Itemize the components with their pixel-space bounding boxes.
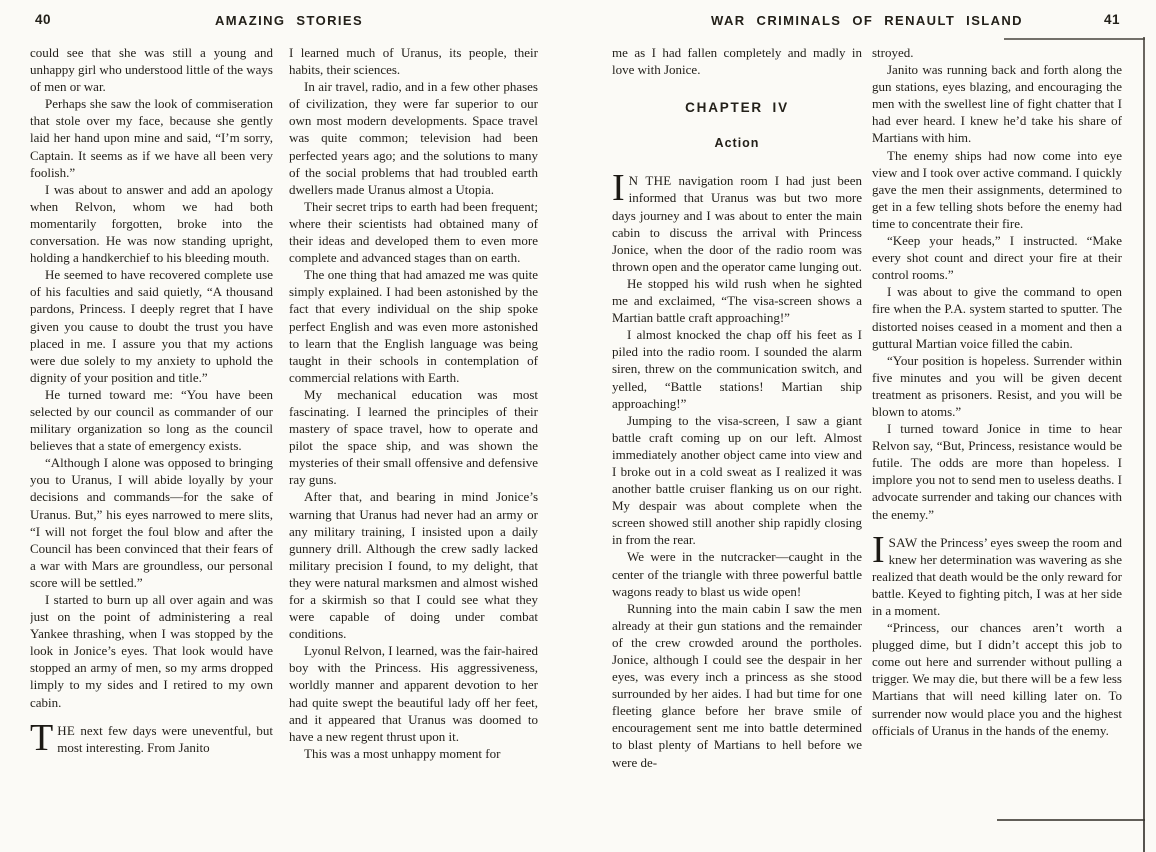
paragraph: We were in the nutcracker—caught in the center of the triangle with three powerful battle wagons ready to blast us wide open! [612,549,862,599]
paragraph: me as I had fallen completely and madly in love with Jonice. [612,45,862,78]
paragraph: “Keep your heads,” I instructed. “Make every shot count and direct your fire at their control rooms.” [872,233,1122,283]
dropcap-caps: HE [57,722,76,738]
paragraph: stroyed. [872,45,914,60]
dropcap-caps: SAW [888,534,918,550]
paragraph: I started to burn up all over again and was just on the point of administering a real Yankee thrashing, when I was stopped by the look in Jonice’s eyes. That look would have stopped an army of men, so my arms dropped limply to my sides and I retired to my own cabin. [30,592,273,710]
paragraph: After that, and bearing in mind Jonice’s warning that Uranus had never had an army or any military training, I insisted upon a daily gunnery drill. Although the crew sadly lacked military precision I found, to my delight, that they were natural marksmen and almost wished for a skirmish so that I could see what they were capable of doing under combat conditions. [289,489,538,642]
scan-page-edge-bottom-line [997,819,1145,821]
paragraph: The one thing that had amazed me was quite simply explained. I had been astonished by the fact that every individual on the ship spoke perfect English and was even more astonished to learn that the English language was being taught in their schools in contemplation of commercial relations with Earth. [289,267,538,385]
scan-page-edge-vertical-line [1143,37,1145,852]
dropcap-letter: I [872,528,885,571]
paragraph: THE next few days were uneventful, but most interesting. From Janito [30,716,273,759]
paragraph: Janito was running back and forth along the gun stations, eyes blazing, and encouraging the men with the swellest line of fight chatter that I had ever heard. I knew he’d take his share of Martians with him. [872,62,1122,146]
chapter-heading: CHAPTER IV [685,100,789,116]
paragraph: I learned much of Uranus, its people, their habits, their sciences. [289,45,538,78]
paragraph: This was a most unhappy moment for [304,745,501,761]
paragraph: My mechanical education was most fascinating. I learned the principles of their mastery of space travel, how to operate and pilot the space ship, and was shown the mysteries of their small offensive and defensive ray guns. [289,386,538,488]
text-column-1 [30,44,273,852]
paragraph: I almost knocked the chap off his feet as I piled into the radio room. I sounded the alarm siren, threw on the communication switch, and yelled, “Battle stations! Martian ship approaching!” [612,327,862,411]
paragraph: “Princess, our chances aren’t worth a plugged dime, but I didn’t accept this job to come out here and surrender without pulling a trigger. We may die, but there will be a few less Martians that will need killing later on. To surrender now would place you and the highest officials of Uranus in the hands of the enemy. [872,620,1122,738]
dropcap-letter: T [30,716,54,759]
right-page [578,0,1156,852]
paragraph: He stopped his wild rush when he sighted me and exclaimed, “The visa-screen shows a Martian battle craft approaching!” [612,275,862,326]
paragraph: Lyonul Relvon, I learned, was the fair-haired boy with the Princess. His aggressiveness, worldly manner and apparent devotion to her had quite swept the beautiful lady off her feet, and it appeared that Uranus was doomed to have a new regent thrust upon it. [289,643,538,744]
paragraph: In air travel, radio, and in a few other phases of civilization, they were far superior to our own most modern developments. Space travel was quite common; television had been perfected years ago; and the solutions to many of the social problems that had troubled earth dwellers made Uranus almost a Utopia. [289,79,538,197]
page-number-right: 41 [1103,12,1120,27]
paragraph: I was about to answer and add an apology when Relvon, whom we had both momentarily forgotten, broke into the conversation. He was now standing upright, holding a handkerchief to his bleeding mouth. [30,181,273,266]
paragraph: Running into the main cabin I saw the men already at their gun stations and the remainder of the crew crowded around the portholes. Jonice, although I could see the despair in her eyes, was every inch a princess as she stood surrounded by her aides. I had but time for one fleeting glance before her brave smile of encouragement sent me into battle determined to blast plenty of Martians to hell before we were de- [612,600,862,770]
running-title-left: AMAZING STORIES [214,13,364,28]
text-column-4 [872,44,1122,852]
paragraph: Perhaps she saw the look of commiseration that stole over my face, because she gently laid her hand upon mine and said, “I’m sorry, Captain. It seems as if we have all been very foolish.” [30,96,273,180]
paragraph: I N THE navigation room I had just been informed that Uranus was but two more days journey and I was about to enter the main cabin to discuss the arrival with Princess Jonice, when the door of the radio room was thrown open and the operator came lunging out. [612,167,862,274]
page-number-left: 40 [35,12,52,27]
paragraph: He turned toward me: “You have been selected by our council as commander of our military organization so long as the council believes that a state of emergency exists. [30,386,273,454]
scan-page-edge-top-line [1004,38,1145,40]
paragraph: “Your position is hopeless. Surrender within five minutes and you will be given decent treatment as prisoners. Resist, and you will be blown to atoms.” [872,352,1122,419]
dropcap-caps: N THE [628,173,672,189]
dropcap-letter: I [612,167,625,210]
text-column-3 [612,44,862,852]
paragraph: I was about to give the command to open fire when the P.A. system started to sputter. The distorted noises ceased in a moment and then a guttural Martian voice filled the cabin. [872,284,1122,351]
section-heading: Action [714,136,760,151]
paragraph: The enemy ships had now come into eye view and I took over active command. I quickly gave the men their assignments, determined to get in a few telling shots before the enemy had time to concentrate their fire. [872,147,1122,231]
paragraph: He seemed to have recovered complete use of his faculties and said quietly, “A thousand pardons, Princess. I deeply regret that I have given you cause to doubt the trust you have placed in me. I assure you that my actions were due solely to my anxiety to uphold the dignity of your position and title.” [30,267,273,385]
paragraph: could see that she was still a young and unhappy girl who understood little of the ways of men or war. [30,45,273,95]
paragraph: Their secret trips to earth had been frequent; where their scientists had obtained many of their ideas and developed them to even more complete and advanced stages than on earth. [289,198,538,266]
paragraph: Jumping to the visa-screen, I saw a giant battle craft coming up on our left. Almost immediately another object came into view and I broke out in a cold sweat as I realized it was another battle cruiser flanking us on our right. My despair was about complete when the screen showed still another ship rapidly closing in from the rear. [612,412,862,548]
paragraph: I SAW the Princess’ eyes sweep the room and knew her determination was wavering as she realized that death would be the only reward for battle. Keyed to fighting pitch, I was at her side in a moment. [872,528,1122,618]
running-title-right: WAR CRIMINALS OF RENAULT ISLAND [711,13,1023,28]
paragraph: I turned toward Jonice in time to hear Relvon say, “But, Princess, resistance would be futile. The odds are more than hopeless. I implore you not to send men to useless deaths. I advocate surrender and taking our chances with the enemy.” [872,421,1122,522]
paragraph: “Although I alone was opposed to bringing you to Uranus, I will abide loyally by your decisions and commands—for the sake of Uranus. But,” his eyes narrowed to mere slits, “I will not forget the foul blow and after the Council has been convinced that their fears of a war with Mars are groundless, our personal score will be settled.” [30,455,273,590]
text-column-2 [289,44,538,852]
